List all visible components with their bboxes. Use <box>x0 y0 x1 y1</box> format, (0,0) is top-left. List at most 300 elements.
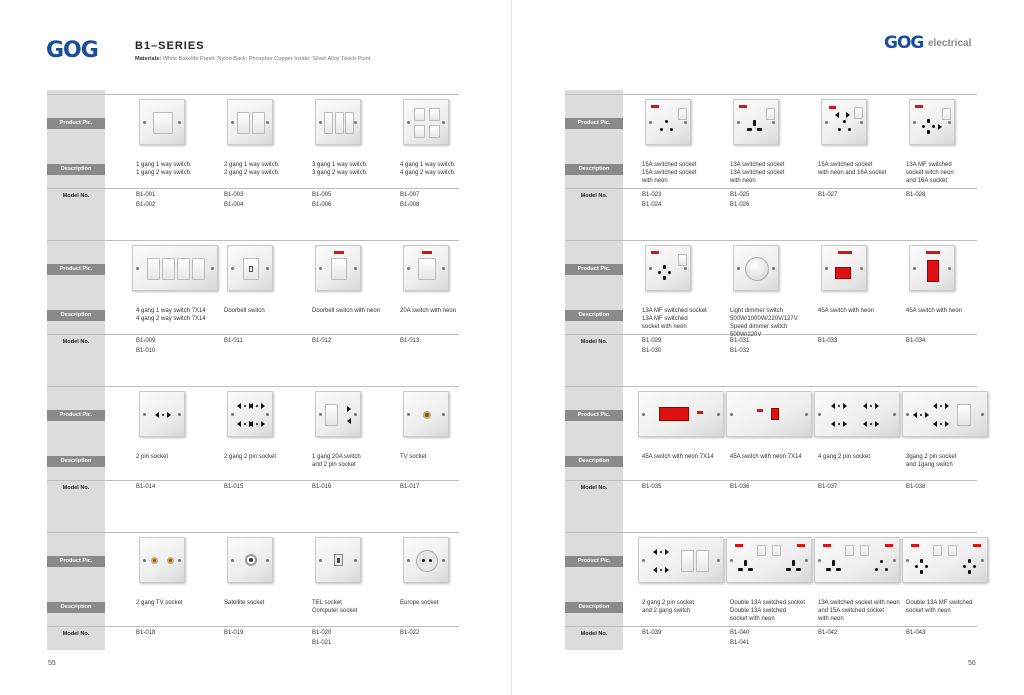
socket-hole <box>848 128 851 131</box>
row-label-pic: Product Pic. <box>47 556 105 567</box>
rocker-switch <box>678 108 687 120</box>
screw-icon <box>684 121 687 124</box>
right-page <box>512 0 1024 695</box>
rocker-switch <box>933 545 942 556</box>
model-number: B1-042 <box>818 630 838 636</box>
socket-hole <box>738 568 743 571</box>
arrow-pin-icon <box>261 421 265 427</box>
screw-icon <box>893 413 896 416</box>
product-description: TV socket <box>400 454 427 460</box>
socket-hole <box>843 120 846 123</box>
model-number: B1-018 <box>136 630 156 636</box>
screw-icon <box>893 559 896 562</box>
rocker-switch <box>429 125 440 138</box>
neon-indicator <box>334 251 344 254</box>
red-switch <box>835 267 851 279</box>
screw-icon <box>906 559 909 562</box>
row-divider <box>565 188 977 189</box>
arrow-pin-icon <box>933 421 937 427</box>
switch-plate <box>902 391 988 437</box>
product-description: 3gang 2 pin socket and 1gang switch <box>906 454 957 468</box>
arrow-pin-icon <box>831 403 835 409</box>
row-label-model: Model No. <box>580 631 608 637</box>
coax-icon <box>167 557 174 564</box>
rocker-switch <box>772 545 781 556</box>
switch-plate <box>315 391 361 437</box>
screw-icon <box>442 559 445 562</box>
product-description: 45A switch with neon <box>906 308 963 314</box>
gog-logo-right: GOG <box>884 33 924 53</box>
schuko-icon <box>416 550 438 572</box>
switch-plate <box>227 537 273 583</box>
arrow-pin-icon <box>653 549 657 555</box>
product-description: 13A switched socket with neon and 15A switched socket with neon <box>818 600 900 622</box>
switch-plate <box>733 245 779 291</box>
model-number: B1-012 <box>312 338 332 344</box>
socket-hole <box>748 568 753 571</box>
arrow-pin-icon <box>261 403 265 409</box>
screw-icon <box>730 413 733 416</box>
screw-icon <box>407 121 410 124</box>
row-label-desc: Description <box>47 164 105 175</box>
screw-icon <box>948 121 951 124</box>
screw-icon <box>319 121 322 124</box>
arrow-pin-icon <box>347 418 351 424</box>
model-number: B1-040 B1-041 <box>730 630 750 646</box>
arrow-pin-icon <box>237 403 241 409</box>
socket-hole <box>668 271 671 274</box>
model-number: B1-039 <box>642 630 662 636</box>
product-description: 3 gang 1 way switch 3 gang 2 way switch <box>312 162 367 176</box>
row-label-pic: Product Pic. <box>47 264 105 275</box>
model-number: B1-031 B1-032 <box>730 338 750 354</box>
product-description: Light dimmer switch 500W/1000W/220V/127V Speed dimmer switch 500W/220V <box>730 308 798 338</box>
row-label-model: Model No. <box>580 339 608 345</box>
arrow-pin-icon <box>831 421 835 427</box>
socket-hole <box>838 405 840 407</box>
switch-plate <box>638 537 724 583</box>
rocker-switch <box>324 112 333 134</box>
arrow-pin-icon <box>843 403 847 409</box>
switch-plate <box>403 99 449 145</box>
page-number-left: 55 <box>48 660 56 667</box>
screw-icon <box>266 559 269 562</box>
switch-plate <box>132 245 218 291</box>
socket-hole <box>429 559 432 562</box>
product-description: 13A MF switched socket 13A MF switched socket with neon <box>642 308 707 330</box>
socket-hole <box>920 570 923 574</box>
socket-hole <box>915 565 918 568</box>
screw-icon <box>684 267 687 270</box>
socket-hole <box>968 559 971 563</box>
socket-hole <box>922 125 925 128</box>
product-description: TEL socket Computer socket <box>312 600 358 614</box>
socket-hole <box>826 568 831 571</box>
screw-icon <box>818 559 821 562</box>
arrow-pin-icon <box>249 403 253 409</box>
switch-plate <box>315 537 361 583</box>
row-divider <box>47 188 459 189</box>
screw-icon <box>407 413 410 416</box>
product-description: 4 gang 1 way switch 4 gang 2 way switch <box>400 162 455 176</box>
model-number: B1-014 <box>136 484 156 490</box>
red-switch <box>659 407 689 421</box>
screw-icon <box>354 559 357 562</box>
socket-hole <box>963 565 966 568</box>
socket-hole <box>663 265 666 269</box>
screw-icon <box>906 413 909 416</box>
switch-plate <box>403 245 449 291</box>
arrow-pin-icon <box>925 412 929 418</box>
socket-hole <box>870 423 872 425</box>
switch-plate <box>726 391 812 437</box>
rocker-switch <box>252 112 265 134</box>
rocker-switch <box>845 545 854 556</box>
model-number: B1-015 <box>224 484 244 490</box>
row-divider <box>47 626 459 627</box>
neon-indicator <box>797 544 805 547</box>
screw-icon <box>805 413 808 416</box>
screw-icon <box>717 413 720 416</box>
row-label-model: Model No. <box>580 485 608 491</box>
screw-icon <box>818 413 821 416</box>
screw-icon <box>913 121 916 124</box>
logo-suffix: electrical <box>928 38 972 49</box>
row-label-model: Model No. <box>62 631 90 637</box>
rocker-switch <box>854 107 863 119</box>
socket-hole <box>256 405 258 407</box>
switch-plate <box>909 245 955 291</box>
socket-hole <box>870 405 872 407</box>
screw-icon <box>266 413 269 416</box>
product-description: 45A switch with neon 7X14 <box>730 454 802 460</box>
product-description: 15A switched socket with neon and 16A socket <box>818 162 887 176</box>
socket-hole <box>660 128 663 131</box>
row-label-pic: Product Pic. <box>565 410 623 421</box>
socket-hole <box>244 405 246 407</box>
neon-indicator <box>915 105 923 108</box>
screw-icon <box>143 559 146 562</box>
screw-icon <box>136 267 139 270</box>
switch-plate <box>821 99 867 145</box>
socket-hole <box>940 405 942 407</box>
screw-icon <box>737 121 740 124</box>
row-divider <box>565 480 977 481</box>
socket-hole <box>973 565 976 568</box>
row-label-model: Model No. <box>62 485 90 491</box>
socket-hole <box>920 414 922 416</box>
screw-icon <box>642 413 645 416</box>
rocker-switch <box>696 550 709 572</box>
neon-indicator <box>651 105 659 108</box>
screw-icon <box>913 267 916 270</box>
neon-indicator <box>422 251 432 254</box>
model-number: B1-020 B1-021 <box>312 630 332 646</box>
rocker-switch <box>335 112 344 134</box>
socket-hole <box>920 559 923 563</box>
product-description: 13A switched socket 13A switched socket with neon <box>730 162 785 184</box>
switch-plate <box>909 99 955 145</box>
arrow-pin-icon <box>665 567 669 573</box>
socket-hole <box>663 276 666 280</box>
switch-plate <box>227 391 273 437</box>
row-label-desc: Description <box>47 456 105 467</box>
product-description: 45A switch with neon <box>818 308 875 314</box>
screw-icon <box>642 559 645 562</box>
rocker-switch <box>162 258 175 280</box>
rocker-switch <box>414 125 425 138</box>
socket-hole <box>968 570 971 574</box>
row-label-pic: Product Pic. <box>47 118 105 129</box>
screw-icon <box>772 121 775 124</box>
model-number: B1-037 <box>818 484 838 490</box>
row-divider <box>47 334 459 335</box>
switch-plate <box>638 391 724 437</box>
arrow-pin-icon <box>835 112 839 118</box>
socket-hole <box>753 120 756 126</box>
row-label-model: Model No. <box>62 193 90 199</box>
arrow-pin-icon <box>155 412 159 418</box>
gog-logo-left: GOG <box>46 38 98 63</box>
screw-icon <box>407 559 410 562</box>
rocker-switch <box>942 108 951 120</box>
switch-plate <box>139 537 185 583</box>
neon-indicator <box>973 544 981 547</box>
rocker-switch <box>331 258 347 280</box>
arrow-pin-icon <box>938 124 942 130</box>
row-label-desc: Description <box>47 310 105 321</box>
row-label-pic: Product Pic. <box>565 264 623 275</box>
socket-hole <box>875 568 878 571</box>
rocker-switch <box>957 404 971 426</box>
model-number: B1-005 B1-006 <box>312 192 332 208</box>
socket-hole <box>244 423 246 425</box>
screw-icon <box>805 559 808 562</box>
product-description: Satellite socket <box>224 600 265 606</box>
screw-icon <box>825 267 828 270</box>
product-description: Europe socket <box>400 600 439 606</box>
switch-plate <box>726 537 812 583</box>
neon-indicator <box>823 544 831 547</box>
model-number: B1-033 <box>818 338 838 344</box>
arrow-pin-icon <box>933 403 937 409</box>
product-description: Double 13A switched socket Double 13A switched socket with neon <box>730 600 806 622</box>
model-number: B1-007 B1-008 <box>400 192 420 208</box>
model-number: B1-003 B1-004 <box>224 192 244 208</box>
row-label-model: Model No. <box>62 339 90 345</box>
model-number: B1-013 <box>400 338 420 344</box>
socket-hole <box>665 120 668 123</box>
series-title: B1–SERIES <box>135 40 205 52</box>
socket-hole <box>832 560 835 566</box>
socket-hole <box>786 568 791 571</box>
rocker-switch <box>766 108 775 120</box>
switch-plate <box>315 99 361 145</box>
arrow-pin-icon <box>863 421 867 427</box>
screw-icon <box>266 121 269 124</box>
row-divider <box>565 386 977 387</box>
screw-icon <box>231 413 234 416</box>
red-switch <box>771 408 779 420</box>
switch-plate <box>814 537 900 583</box>
socket-hole <box>670 128 673 131</box>
screw-icon <box>178 559 181 562</box>
screw-icon <box>981 413 984 416</box>
rocker-switch <box>757 545 766 556</box>
satellite-icon <box>249 558 253 562</box>
arrow-pin-icon <box>945 403 949 409</box>
socket-hole <box>927 119 930 123</box>
row-divider <box>565 94 977 95</box>
row-label-desc: Description <box>565 164 623 175</box>
arrow-pin-icon <box>863 403 867 409</box>
red-switch <box>927 260 939 282</box>
screw-icon <box>178 121 181 124</box>
socket-hole <box>838 128 841 131</box>
switch-plate <box>227 99 273 145</box>
neon-indicator <box>926 251 940 254</box>
switch-plate <box>821 245 867 291</box>
materials-text: White Bakelite Panel; Nylon Back; Phosphor Copper Inside; Silver Alloy Touch Point <box>162 56 371 62</box>
product-description: 2 gang 2 pin socket <box>224 454 277 460</box>
screw-icon <box>649 121 652 124</box>
product-description: 1 gang 1 way switch 1 gang 2 way switch <box>136 162 191 176</box>
neon-indicator <box>757 409 763 412</box>
screw-icon <box>407 267 410 270</box>
neon-indicator <box>739 105 747 108</box>
product-description: Double 13A MF switched socket with neon <box>906 600 973 614</box>
screw-icon <box>231 121 234 124</box>
screw-icon <box>825 121 828 124</box>
row-divider <box>47 240 459 241</box>
model-number: B1-028 <box>906 192 926 198</box>
screw-icon <box>319 559 322 562</box>
neon-indicator <box>651 251 659 254</box>
materials-line <box>135 56 370 62</box>
rocker-switch <box>147 258 160 280</box>
arrow-pin-icon <box>875 421 879 427</box>
arrow-pin-icon <box>653 567 657 573</box>
rocker-switch <box>153 112 173 134</box>
product-description: 13A MF switched socket witch neon and 16A socket <box>906 162 954 184</box>
socket-hole <box>162 414 164 416</box>
row-label-desc: Description <box>565 310 623 321</box>
model-number: B1-043 <box>906 630 926 636</box>
screw-icon <box>354 413 357 416</box>
model-number: B1-009 B1-010 <box>136 338 156 354</box>
neon-indicator <box>838 251 852 254</box>
rocker-switch <box>678 254 687 266</box>
product-description: 45A switch with neon 7X14 <box>642 454 714 460</box>
screw-icon <box>143 121 146 124</box>
socket-hole <box>880 560 883 563</box>
switch-plate <box>139 99 185 145</box>
model-number: B1-017 <box>400 484 420 490</box>
row-label-pic: Product Pic. <box>565 556 623 567</box>
screw-icon <box>211 267 214 270</box>
row-divider <box>565 626 977 627</box>
screw-icon <box>981 559 984 562</box>
row-divider <box>47 532 459 533</box>
row-label-model: Model No. <box>580 193 608 199</box>
rocker-switch <box>429 108 440 121</box>
switch-plate <box>645 99 691 145</box>
coax-icon <box>423 411 431 419</box>
socket-hole <box>660 569 662 571</box>
switch-plate <box>645 245 691 291</box>
rocker-switch <box>681 550 694 572</box>
screw-icon <box>266 267 269 270</box>
row-label-pic: Product Pic. <box>47 410 105 421</box>
model-number: B1-029 B1-030 <box>642 338 662 354</box>
neon-indicator <box>911 544 919 547</box>
model-number: B1-001 B1-002 <box>136 192 156 208</box>
rocker-switch <box>237 112 250 134</box>
socket-hole <box>885 568 888 571</box>
socket-hole <box>747 128 752 131</box>
row-divider <box>47 480 459 481</box>
rocker-switch <box>192 258 205 280</box>
rocker-switch <box>345 112 354 134</box>
neon-indicator <box>697 411 703 414</box>
switch-plate <box>403 391 449 437</box>
screw-icon <box>354 267 357 270</box>
screw-icon <box>649 267 652 270</box>
screw-icon <box>319 413 322 416</box>
arrow-pin-icon <box>167 412 171 418</box>
screw-icon <box>737 267 740 270</box>
socket-hole <box>932 125 935 128</box>
model-number: B1-022 <box>400 630 420 636</box>
model-number: B1-036 <box>730 484 750 490</box>
socket-hole <box>836 568 841 571</box>
product-description: 20A switch with neon <box>400 308 457 314</box>
product-description: 2 pin socket <box>136 454 169 460</box>
screw-icon <box>860 267 863 270</box>
screw-icon <box>772 267 775 270</box>
arrow-pin-icon <box>846 112 850 118</box>
socket-hole <box>744 560 747 566</box>
product-description: Doorbell switch with neon <box>312 308 381 314</box>
arrow-pin-icon <box>665 549 669 555</box>
socket-hole <box>422 559 425 562</box>
switch-plate <box>814 391 900 437</box>
screw-icon <box>442 267 445 270</box>
socket-hole <box>658 271 661 274</box>
product-description: 2 gang TV socket <box>136 600 183 606</box>
row-label-desc: Description <box>565 456 623 467</box>
product-description: Doorbell switch <box>224 308 265 314</box>
row-label-desc: Description <box>565 602 623 613</box>
screw-icon <box>319 267 322 270</box>
arrow-pin-icon <box>875 403 879 409</box>
screw-icon <box>860 121 863 124</box>
model-number: B1-016 <box>312 484 332 490</box>
screw-icon <box>717 559 720 562</box>
arrow-pin-icon <box>249 421 253 427</box>
model-number: B1-011 <box>224 338 243 344</box>
socket-hole <box>925 565 928 568</box>
bell-icon <box>249 266 253 272</box>
arrow-pin-icon <box>843 421 847 427</box>
product-description: 2 gang 1 way switch 2 gang 2 way switch <box>224 162 279 176</box>
switch-plate <box>315 245 361 291</box>
screw-icon <box>354 121 357 124</box>
model-number: B1-025 B1-026 <box>730 192 750 208</box>
screw-icon <box>143 413 146 416</box>
product-description: 2 gang 2 pin socket and 2 gang switch <box>642 600 695 614</box>
socket-hole <box>796 568 801 571</box>
